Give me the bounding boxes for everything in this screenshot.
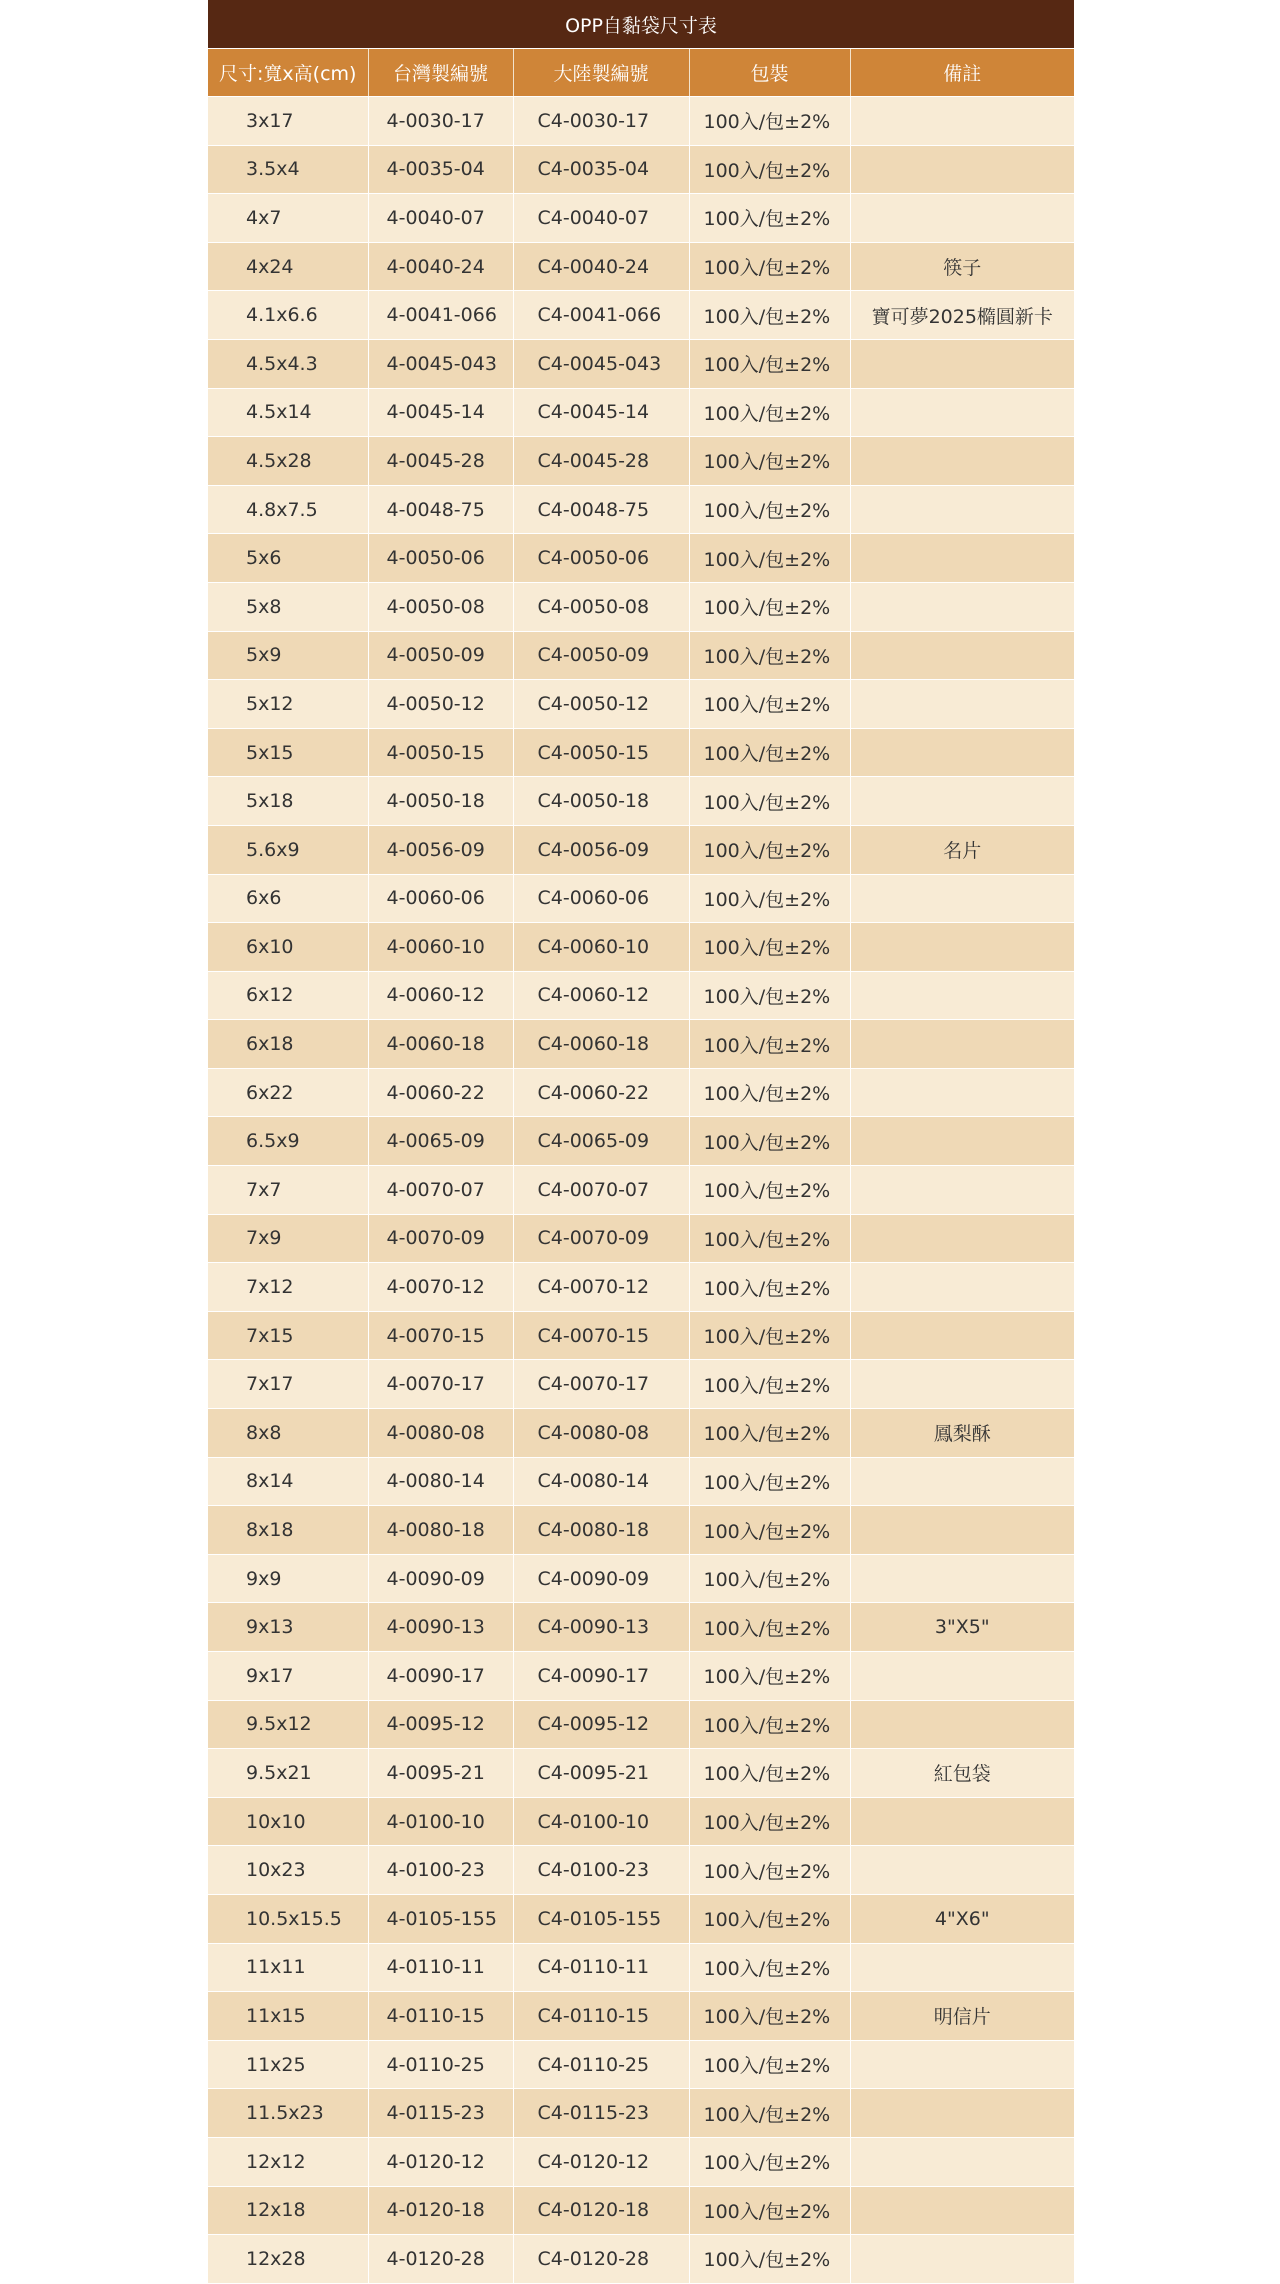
table-row	[208, 2089, 1074, 2138]
cell-packaging: 100入/包±2%	[689, 1020, 850, 1069]
cell-taiwan-code: 4-0110-15	[368, 1992, 513, 2041]
table-row	[208, 534, 1074, 583]
table-row	[208, 1117, 1074, 1166]
cell-china-code: C4-0060-10	[513, 923, 689, 972]
cell-remarks	[850, 485, 1074, 534]
cell-remarks: 4"X6"	[850, 1894, 1074, 1943]
cell-packaging: 100入/包±2%	[689, 825, 850, 874]
table-row	[208, 1797, 1074, 1846]
cell-taiwan-code: 4-0050-12	[368, 680, 513, 729]
cell-packaging: 100入/包±2%	[689, 631, 850, 680]
cell-size: 5x9	[208, 631, 368, 680]
header-remarks: 備註	[850, 49, 1074, 97]
cell-packaging: 100入/包±2%	[689, 194, 850, 243]
cell-china-code: C4-0070-09	[513, 1214, 689, 1263]
cell-packaging: 100入/包±2%	[689, 1749, 850, 1798]
cell-china-code: C4-0110-15	[513, 1992, 689, 2041]
cell-packaging: 100入/包±2%	[689, 145, 850, 194]
cell-taiwan-code: 4-0048-75	[368, 485, 513, 534]
cell-china-code: C4-0041-066	[513, 291, 689, 340]
cell-packaging: 100入/包±2%	[689, 680, 850, 729]
cell-packaging: 100入/包±2%	[689, 728, 850, 777]
cell-china-code: C4-0070-17	[513, 1360, 689, 1409]
cell-size: 12x18	[208, 2186, 368, 2235]
table-row	[208, 1700, 1074, 1749]
cell-remarks	[850, 923, 1074, 972]
cell-china-code: C4-0100-10	[513, 1797, 689, 1846]
cell-taiwan-code: 4-0045-28	[368, 437, 513, 486]
cell-remarks	[850, 1020, 1074, 1069]
cell-china-code: C4-0070-12	[513, 1263, 689, 1312]
cell-taiwan-code: 4-0056-09	[368, 825, 513, 874]
cell-remarks	[850, 1360, 1074, 1409]
cell-packaging: 100入/包±2%	[689, 1506, 850, 1555]
cell-taiwan-code: 4-0115-23	[368, 2089, 513, 2138]
table-row	[208, 97, 1074, 146]
cell-size: 3x17	[208, 97, 368, 146]
cell-taiwan-code: 4-0060-10	[368, 923, 513, 972]
cell-packaging: 100入/包±2%	[689, 971, 850, 1020]
table-row	[208, 485, 1074, 534]
cell-taiwan-code: 4-0070-17	[368, 1360, 513, 1409]
header-packaging: 包裝	[689, 49, 850, 97]
table-row	[208, 2235, 1074, 2284]
cell-taiwan-code: 4-0060-12	[368, 971, 513, 1020]
cell-remarks: 明信片	[850, 1992, 1074, 2041]
cell-taiwan-code: 4-0050-08	[368, 582, 513, 631]
cell-china-code: C4-0050-15	[513, 728, 689, 777]
cell-size: 10x23	[208, 1846, 368, 1895]
cell-taiwan-code: 4-0035-04	[368, 145, 513, 194]
cell-size: 10.5x15.5	[208, 1894, 368, 1943]
cell-taiwan-code: 4-0105-155	[368, 1894, 513, 1943]
table-row	[208, 1166, 1074, 1215]
cell-china-code: C4-0070-07	[513, 1166, 689, 1215]
cell-size: 4x7	[208, 194, 368, 243]
cell-size: 7x9	[208, 1214, 368, 1263]
cell-packaging: 100入/包±2%	[689, 1652, 850, 1701]
cell-packaging: 100入/包±2%	[689, 582, 850, 631]
cell-taiwan-code: 4-0080-18	[368, 1506, 513, 1555]
cell-packaging: 100入/包±2%	[689, 1311, 850, 1360]
table-row	[208, 680, 1074, 729]
cell-remarks	[850, 1797, 1074, 1846]
cell-size: 10x10	[208, 1797, 368, 1846]
cell-size: 5x15	[208, 728, 368, 777]
header-size: 尺寸:寬x高(cm)	[208, 49, 368, 97]
table-row	[208, 1506, 1074, 1555]
table-row	[208, 1409, 1074, 1458]
cell-china-code: C4-0050-12	[513, 680, 689, 729]
cell-size: 6x12	[208, 971, 368, 1020]
table-row	[208, 1894, 1074, 1943]
table-title: OPP自黏袋尺寸表	[208, 0, 1074, 49]
cell-remarks: 名片	[850, 825, 1074, 874]
table-row	[208, 1992, 1074, 2041]
cell-taiwan-code: 4-0050-09	[368, 631, 513, 680]
cell-size: 9.5x12	[208, 1700, 368, 1749]
cell-size: 9x17	[208, 1652, 368, 1701]
cell-taiwan-code: 4-0100-23	[368, 1846, 513, 1895]
cell-remarks	[850, 1214, 1074, 1263]
cell-taiwan-code: 4-0095-12	[368, 1700, 513, 1749]
cell-packaging: 100入/包±2%	[689, 1263, 850, 1312]
header-taiwan-code: 台灣製編號	[368, 49, 513, 97]
header-row	[208, 49, 1074, 97]
cell-remarks	[850, 1943, 1074, 1992]
cell-taiwan-code: 4-0095-21	[368, 1749, 513, 1798]
cell-size: 7x17	[208, 1360, 368, 1409]
cell-taiwan-code: 4-0110-11	[368, 1943, 513, 1992]
table-row	[208, 2186, 1074, 2235]
cell-taiwan-code: 4-0065-09	[368, 1117, 513, 1166]
cell-china-code: C4-0090-17	[513, 1652, 689, 1701]
cell-packaging: 100入/包±2%	[689, 777, 850, 826]
cell-packaging: 100入/包±2%	[689, 1457, 850, 1506]
cell-remarks	[850, 194, 1074, 243]
cell-taiwan-code: 4-0060-22	[368, 1068, 513, 1117]
cell-size: 11x25	[208, 2040, 368, 2089]
cell-packaging: 100入/包±2%	[689, 388, 850, 437]
cell-china-code: C4-0056-09	[513, 825, 689, 874]
cell-taiwan-code: 4-0110-25	[368, 2040, 513, 2089]
cell-taiwan-code: 4-0120-12	[368, 2137, 513, 2186]
cell-china-code: C4-0035-04	[513, 145, 689, 194]
cell-packaging: 100入/包±2%	[689, 1700, 850, 1749]
cell-china-code: C4-0045-043	[513, 339, 689, 388]
cell-remarks	[850, 2137, 1074, 2186]
cell-size: 11x11	[208, 1943, 368, 1992]
cell-remarks	[850, 437, 1074, 486]
cell-remarks	[850, 339, 1074, 388]
table-row	[208, 825, 1074, 874]
cell-size: 4.1x6.6	[208, 291, 368, 340]
cell-size: 11.5x23	[208, 2089, 368, 2138]
cell-china-code: C4-0080-14	[513, 1457, 689, 1506]
cell-taiwan-code: 4-0070-15	[368, 1311, 513, 1360]
cell-remarks	[850, 1506, 1074, 1555]
header-china-code: 大陸製編號	[513, 49, 689, 97]
cell-packaging: 100入/包±2%	[689, 242, 850, 291]
cell-packaging: 100入/包±2%	[689, 1068, 850, 1117]
cell-china-code: C4-0090-09	[513, 1554, 689, 1603]
cell-china-code: C4-0095-21	[513, 1749, 689, 1798]
cell-packaging: 100入/包±2%	[689, 2186, 850, 2235]
cell-china-code: C4-0120-18	[513, 2186, 689, 2235]
cell-taiwan-code: 4-0090-17	[368, 1652, 513, 1701]
table-row	[208, 1360, 1074, 1409]
cell-china-code: C4-0105-155	[513, 1894, 689, 1943]
cell-packaging: 100入/包±2%	[689, 1214, 850, 1263]
cell-size: 4.8x7.5	[208, 485, 368, 534]
cell-taiwan-code: 4-0080-14	[368, 1457, 513, 1506]
cell-packaging: 100入/包±2%	[689, 2235, 850, 2284]
cell-remarks	[850, 1311, 1074, 1360]
cell-remarks	[850, 2186, 1074, 2235]
size-chart	[208, 0, 1074, 2284]
table-row	[208, 1311, 1074, 1360]
cell-remarks	[850, 97, 1074, 146]
cell-china-code: C4-0090-13	[513, 1603, 689, 1652]
cell-china-code: C4-0095-12	[513, 1700, 689, 1749]
cell-size: 4x24	[208, 242, 368, 291]
cell-taiwan-code: 4-0030-17	[368, 97, 513, 146]
size-table	[208, 49, 1074, 2284]
cell-china-code: C4-0050-09	[513, 631, 689, 680]
cell-packaging: 100入/包±2%	[689, 923, 850, 972]
cell-packaging: 100入/包±2%	[689, 1943, 850, 1992]
cell-china-code: C4-0048-75	[513, 485, 689, 534]
cell-remarks	[850, 728, 1074, 777]
cell-remarks	[850, 874, 1074, 923]
cell-remarks: 筷子	[850, 242, 1074, 291]
cell-taiwan-code: 4-0040-24	[368, 242, 513, 291]
cell-china-code: C4-0060-18	[513, 1020, 689, 1069]
table-row	[208, 1749, 1074, 1798]
table-row	[208, 1214, 1074, 1263]
table-row	[208, 1846, 1074, 1895]
cell-remarks	[850, 1457, 1074, 1506]
table-body	[208, 97, 1074, 2284]
cell-size: 5x8	[208, 582, 368, 631]
cell-size: 8x14	[208, 1457, 368, 1506]
cell-remarks: 紅包袋	[850, 1749, 1074, 1798]
cell-size: 7x7	[208, 1166, 368, 1215]
cell-taiwan-code: 4-0080-08	[368, 1409, 513, 1458]
table-row	[208, 145, 1074, 194]
cell-taiwan-code: 4-0120-28	[368, 2235, 513, 2284]
cell-china-code: C4-0040-07	[513, 194, 689, 243]
cell-remarks	[850, 582, 1074, 631]
cell-packaging: 100入/包±2%	[689, 1117, 850, 1166]
table-row	[208, 1457, 1074, 1506]
cell-remarks	[850, 1700, 1074, 1749]
cell-packaging: 100入/包±2%	[689, 874, 850, 923]
cell-packaging: 100入/包±2%	[689, 339, 850, 388]
cell-china-code: C4-0060-22	[513, 1068, 689, 1117]
table-row	[208, 194, 1074, 243]
table-row	[208, 291, 1074, 340]
cell-size: 6x18	[208, 1020, 368, 1069]
cell-taiwan-code: 4-0060-06	[368, 874, 513, 923]
cell-china-code: C4-0120-12	[513, 2137, 689, 2186]
cell-size: 6x10	[208, 923, 368, 972]
cell-taiwan-code: 4-0041-066	[368, 291, 513, 340]
cell-remarks	[850, 534, 1074, 583]
cell-size: 5x6	[208, 534, 368, 583]
cell-taiwan-code: 4-0060-18	[368, 1020, 513, 1069]
table-row	[208, 1020, 1074, 1069]
cell-taiwan-code: 4-0070-07	[368, 1166, 513, 1215]
cell-remarks	[850, 2235, 1074, 2284]
cell-packaging: 100入/包±2%	[689, 1409, 850, 1458]
cell-china-code: C4-0060-12	[513, 971, 689, 1020]
cell-taiwan-code: 4-0100-10	[368, 1797, 513, 1846]
cell-size: 3.5x4	[208, 145, 368, 194]
cell-remarks	[850, 145, 1074, 194]
cell-remarks	[850, 1846, 1074, 1895]
cell-remarks	[850, 680, 1074, 729]
cell-packaging: 100入/包±2%	[689, 1894, 850, 1943]
cell-remarks	[850, 1166, 1074, 1215]
cell-size: 4.5x14	[208, 388, 368, 437]
cell-remarks: 鳳梨酥	[850, 1409, 1074, 1458]
cell-china-code: C4-0080-18	[513, 1506, 689, 1555]
cell-taiwan-code: 4-0120-18	[368, 2186, 513, 2235]
cell-packaging: 100入/包±2%	[689, 2137, 850, 2186]
cell-china-code: C4-0050-06	[513, 534, 689, 583]
cell-remarks	[850, 777, 1074, 826]
table-row	[208, 728, 1074, 777]
cell-size: 8x18	[208, 1506, 368, 1555]
cell-packaging: 100入/包±2%	[689, 485, 850, 534]
cell-size: 5x18	[208, 777, 368, 826]
table-row	[208, 1603, 1074, 1652]
cell-packaging: 100入/包±2%	[689, 1360, 850, 1409]
cell-size: 4.5x4.3	[208, 339, 368, 388]
cell-remarks	[850, 631, 1074, 680]
cell-packaging: 100入/包±2%	[689, 2040, 850, 2089]
cell-size: 4.5x28	[208, 437, 368, 486]
cell-taiwan-code: 4-0050-18	[368, 777, 513, 826]
cell-china-code: C4-0070-15	[513, 1311, 689, 1360]
cell-china-code: C4-0050-18	[513, 777, 689, 826]
table-row	[208, 1943, 1074, 1992]
table-row	[208, 437, 1074, 486]
cell-china-code: C4-0100-23	[513, 1846, 689, 1895]
cell-china-code: C4-0045-28	[513, 437, 689, 486]
table-row	[208, 923, 1074, 972]
cell-size: 5.6x9	[208, 825, 368, 874]
cell-packaging: 100入/包±2%	[689, 291, 850, 340]
cell-china-code: C4-0065-09	[513, 1117, 689, 1166]
cell-remarks: 寶可夢2025橢圓新卡	[850, 291, 1074, 340]
table-row	[208, 874, 1074, 923]
cell-remarks	[850, 388, 1074, 437]
table-row	[208, 1554, 1074, 1603]
cell-taiwan-code: 4-0045-14	[368, 388, 513, 437]
cell-packaging: 100入/包±2%	[689, 1603, 850, 1652]
table-row	[208, 1068, 1074, 1117]
cell-packaging: 100入/包±2%	[689, 1554, 850, 1603]
cell-china-code: C4-0115-23	[513, 2089, 689, 2138]
cell-remarks	[850, 1554, 1074, 1603]
cell-taiwan-code: 4-0090-13	[368, 1603, 513, 1652]
table-row	[208, 1652, 1074, 1701]
cell-remarks: 3"X5"	[850, 1603, 1074, 1652]
cell-size: 6x22	[208, 1068, 368, 1117]
cell-size: 9x13	[208, 1603, 368, 1652]
cell-china-code: C4-0080-08	[513, 1409, 689, 1458]
cell-size: 6x6	[208, 874, 368, 923]
cell-china-code: C4-0110-25	[513, 2040, 689, 2089]
cell-packaging: 100入/包±2%	[689, 534, 850, 583]
cell-size: 12x28	[208, 2235, 368, 2284]
cell-taiwan-code: 4-0050-15	[368, 728, 513, 777]
cell-size: 7x12	[208, 1263, 368, 1312]
cell-size: 12x12	[208, 2137, 368, 2186]
table-row	[208, 582, 1074, 631]
cell-packaging: 100入/包±2%	[689, 2089, 850, 2138]
cell-taiwan-code: 4-0070-09	[368, 1214, 513, 1263]
cell-china-code: C4-0045-14	[513, 388, 689, 437]
cell-taiwan-code: 4-0040-07	[368, 194, 513, 243]
cell-packaging: 100入/包±2%	[689, 97, 850, 146]
table-row	[208, 242, 1074, 291]
table-row	[208, 388, 1074, 437]
table-row	[208, 1263, 1074, 1312]
cell-remarks	[850, 971, 1074, 1020]
cell-size: 9.5x21	[208, 1749, 368, 1798]
cell-china-code: C4-0060-06	[513, 874, 689, 923]
table-row	[208, 777, 1074, 826]
cell-china-code: C4-0120-28	[513, 2235, 689, 2284]
cell-packaging: 100入/包±2%	[689, 1846, 850, 1895]
table-row	[208, 339, 1074, 388]
cell-taiwan-code: 4-0045-043	[368, 339, 513, 388]
cell-china-code: C4-0030-17	[513, 97, 689, 146]
table-row	[208, 2137, 1074, 2186]
cell-remarks	[850, 2089, 1074, 2138]
cell-size: 11x15	[208, 1992, 368, 2041]
cell-packaging: 100入/包±2%	[689, 437, 850, 486]
cell-size: 6.5x9	[208, 1117, 368, 1166]
cell-china-code: C4-0040-24	[513, 242, 689, 291]
cell-china-code: C4-0050-08	[513, 582, 689, 631]
table-row	[208, 2040, 1074, 2089]
cell-packaging: 100入/包±2%	[689, 1797, 850, 1846]
cell-size: 9x9	[208, 1554, 368, 1603]
cell-remarks	[850, 1652, 1074, 1701]
table-row	[208, 971, 1074, 1020]
cell-taiwan-code: 4-0050-06	[368, 534, 513, 583]
cell-size: 5x12	[208, 680, 368, 729]
cell-remarks	[850, 1263, 1074, 1312]
cell-remarks	[850, 1117, 1074, 1166]
cell-china-code: C4-0110-11	[513, 1943, 689, 1992]
cell-remarks	[850, 2040, 1074, 2089]
cell-size: 7x15	[208, 1311, 368, 1360]
cell-size: 8x8	[208, 1409, 368, 1458]
cell-taiwan-code: 4-0090-09	[368, 1554, 513, 1603]
cell-remarks	[850, 1068, 1074, 1117]
cell-packaging: 100入/包±2%	[689, 1992, 850, 2041]
cell-packaging: 100入/包±2%	[689, 1166, 850, 1215]
cell-taiwan-code: 4-0070-12	[368, 1263, 513, 1312]
table-row	[208, 631, 1074, 680]
